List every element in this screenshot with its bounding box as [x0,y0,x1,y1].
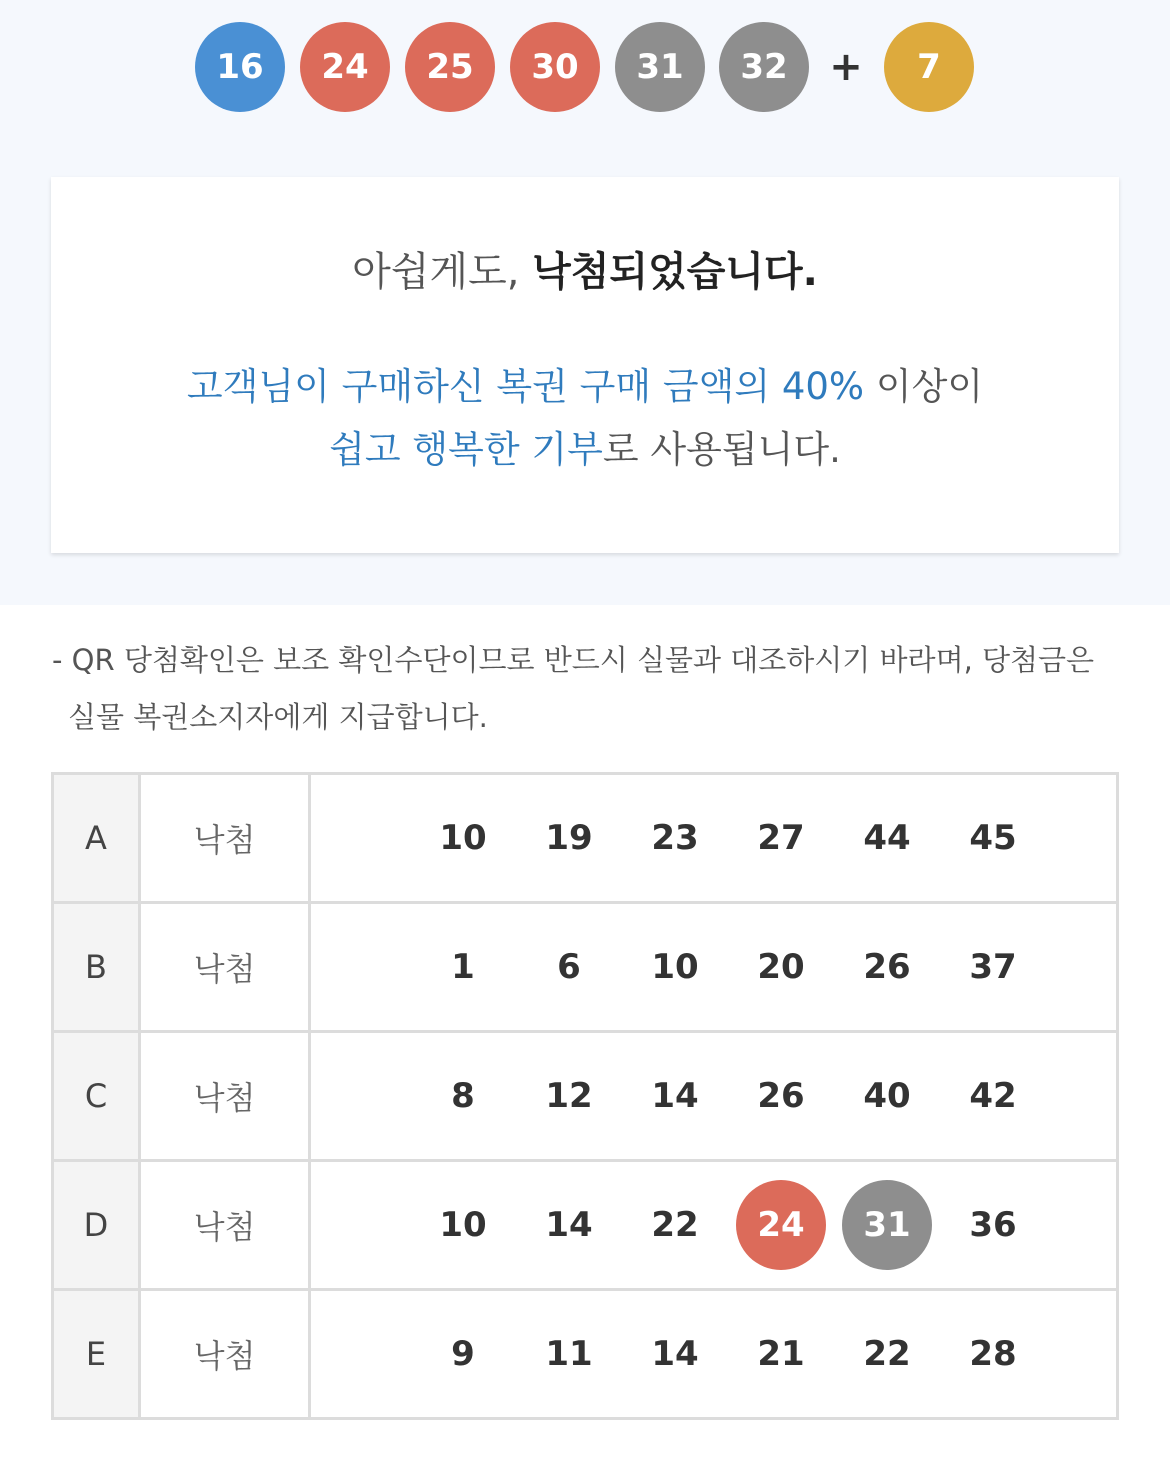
bonus-ball: 7 [884,22,974,112]
qr-notice: - QR 당첨확인은 보조 확인수단이므로 반드시 실물과 대조하시기 바라며, 당첨금은 실물 복권소지자에게 지급합니다. [52,643,1095,734]
game-status: 낙첨 [140,903,310,1032]
donation-text-2: 로 사용됩니다. [602,428,841,471]
matched-number-ball: 24 [736,1180,826,1270]
donation-message [51,355,1119,481]
winning-ball-2: 24 [300,22,390,112]
game-number: 11 [545,1334,593,1374]
game-numbers [310,1161,1118,1290]
game-number: 42 [969,1076,1017,1116]
game-label: B [53,903,140,1032]
game-number: 14 [651,1334,699,1374]
draw-result-section [0,0,1170,605]
game-row [53,1290,1118,1419]
game-number: 12 [545,1076,593,1116]
game-number: 1 [451,947,475,987]
winning-ball-6: 32 [719,22,809,112]
purchased-games-table [51,772,1119,1420]
game-number: 40 [863,1076,911,1116]
game-label: C [53,1032,140,1161]
game-number: 23 [651,818,699,858]
game-numbers [310,1290,1118,1419]
game-number: 36 [969,1205,1017,1245]
donation-highlight-2: 쉽고 행복한 기부 [329,428,603,471]
game-row [53,1032,1118,1161]
game-status: 낙첨 [140,1161,310,1290]
game-number: 14 [651,1076,699,1116]
winning-ball-4: 30 [510,22,600,112]
plus-sign: + [829,44,863,90]
game-number: 26 [757,1076,805,1116]
result-title-prefix: 아쉽게도, [352,249,533,295]
game-numbers [310,1032,1118,1161]
game-number: 19 [545,818,593,858]
game-number: 22 [863,1334,911,1374]
game-number: 21 [757,1334,805,1374]
game-row [53,774,1118,903]
game-number: 10 [651,947,699,987]
game-status: 낙첨 [140,1032,310,1161]
result-title-strong: 낙첨되었습니다. [532,249,818,295]
game-number: 22 [651,1205,699,1245]
game-number: 20 [757,947,805,987]
winning-ball-3: 25 [405,22,495,112]
game-number: 9 [451,1334,475,1374]
game-numbers [310,774,1118,903]
result-title [51,240,1119,297]
game-number: 45 [969,818,1017,858]
game-label: A [53,774,140,903]
game-number: 44 [863,818,911,858]
game-number: 6 [557,947,581,987]
game-number: 14 [545,1205,593,1245]
game-number: 8 [451,1076,475,1116]
matched-number-ball: 31 [842,1180,932,1270]
game-status: 낙첨 [140,774,310,903]
result-card [51,177,1119,553]
game-number: 37 [969,947,1017,987]
donation-highlight-1: 고객님이 구매하신 복권 구매 금액의 40% [186,365,865,408]
winning-ball-1: 16 [195,22,285,112]
winning-numbers-row [0,22,1170,112]
winning-ball-5: 31 [615,22,705,112]
game-number: 10 [439,818,487,858]
game-number: 27 [757,818,805,858]
game-numbers [310,903,1118,1032]
game-number: 10 [439,1205,487,1245]
game-status: 낙첨 [140,1290,310,1419]
donation-text-1: 이상이 [864,365,984,408]
game-number: 26 [863,947,911,987]
game-number: 28 [969,1334,1017,1374]
game-label: E [53,1290,140,1419]
game-row [53,1161,1118,1290]
game-label: D [53,1161,140,1290]
game-row [53,903,1118,1032]
